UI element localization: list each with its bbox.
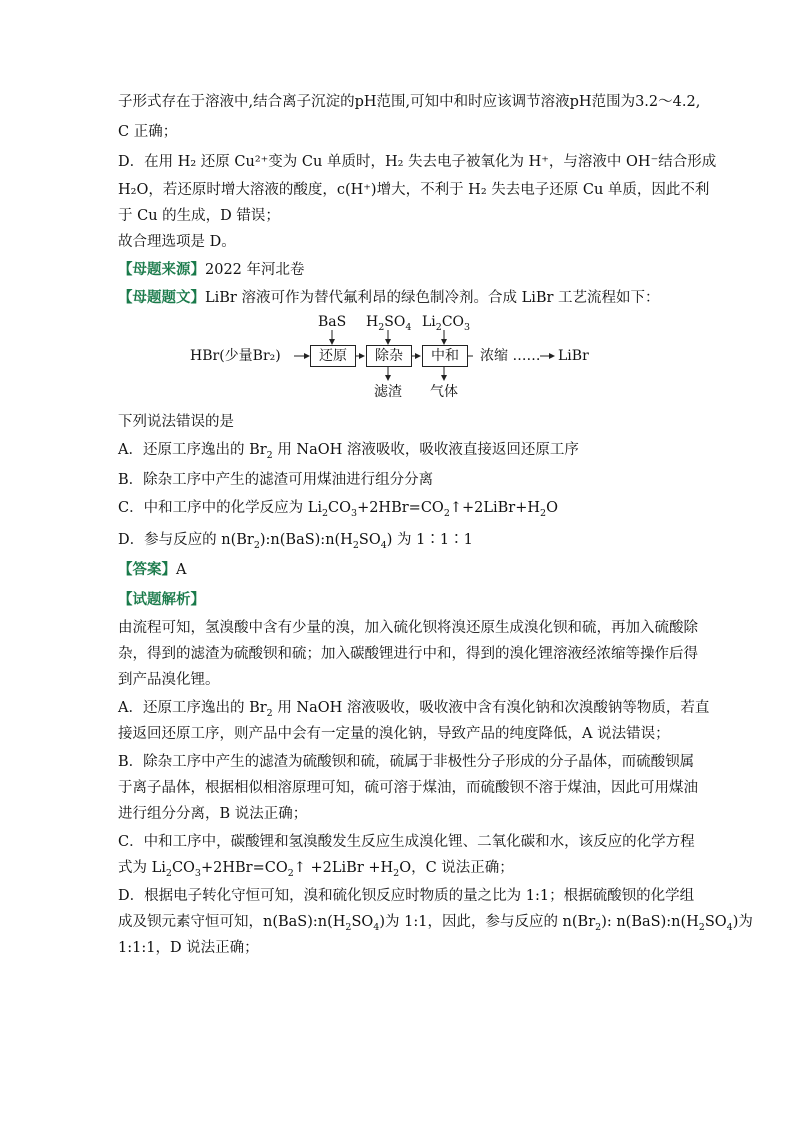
source-tag: 【母题来源】 <box>118 261 205 278</box>
flow-input: HBr(少量Br₂) <box>190 348 281 364</box>
analysis-line: A．还原工序逸出的 $Br_2$ 用 NaOH 溶液吸收，吸收液中含有溴化钠和次溴酸钠等物质，若直 <box>118 700 710 719</box>
option-c: C．中和工序中的化学反应为 $Li_2CO_3+2HBr=CO_2↑+2LiBr+H_2O$ <box>118 500 558 519</box>
option-b: B．除杂工序中产生的滤渣可用煤油进行组分分离 <box>118 472 434 488</box>
analysis-line: D．根据电子转化守恒可知，溴和硫化钡反应时物质的量之比为 1:1；根据硫酸钡的化学组 <box>118 888 695 904</box>
answer-tag: 【答案】 <box>118 561 176 578</box>
analysis-line: 式为 $Li_2CO_3+2HBr=CO_2↑$ +2LiBr $+H_2O$，C 说法正确； <box>118 860 514 879</box>
answer-value: A <box>176 562 187 578</box>
flow-step-concentrate: 浓缩 …… <box>480 348 541 364</box>
question-tag: 【母题题文】 <box>118 289 205 306</box>
text-line: 故合理选项是 D。 <box>118 234 236 250</box>
analysis-line: 于离子晶体，根据相似相溶原理可知，硫可溶于煤油，而硫酸钡不溶于煤油，因此可用煤油 <box>118 780 698 796</box>
analysis-line: 接返回还原工序，则产品中会有一定量的溴化钠，导致产品的纯度降低，A 说法错误； <box>118 726 670 742</box>
question-prompt: 下列说法错误的是 <box>118 414 234 430</box>
answer-line <box>118 560 186 580</box>
analysis-line: 1:1:1，D 说法正确； <box>118 940 259 956</box>
output-gas: 气体 <box>430 384 458 400</box>
text-line: 于 Cu 的生成，D 错误； <box>118 208 280 224</box>
option-d: D．参与反应的 $n(Br_2):n(BaS):n(H_2SO_4)$ 为 1∶1∶1 <box>118 532 473 551</box>
text-line: C 正确； <box>118 124 178 140</box>
reagent-li2co3: $Li_2CO_3$ <box>422 314 471 333</box>
source-text: 2022 年河北卷 <box>205 262 305 278</box>
analysis-line: 成及钡元素守恒可知，$n(BaS):n(H_2SO_4)$为 1:1，因此，参与反应的 $n(Br_2)$: $n(BaS):n(H_2SO_4)$为 <box>118 914 753 933</box>
reagent-h2so4: $H_2SO_4$ <box>366 314 412 333</box>
source-line <box>118 260 305 280</box>
flow-step-neutralization: 中和 <box>422 345 468 367</box>
analysis-line: B．除杂工序中产生的滤渣为硫酸钡和硫，硫属于非极性分子形成的分子晶体，而硫酸钡属 <box>118 754 695 770</box>
option-a: A．还原工序逸出的 $Br_2$ 用 NaOH 溶液吸收，吸收液直接返回还原工序 <box>118 442 579 461</box>
process-flow-diagram <box>190 312 610 404</box>
question-stem <box>118 288 660 308</box>
flow-step-purification: 除杂 <box>366 345 412 367</box>
text-line: D．在用 H₂ 还原 Cu²⁺变为 Cu 单质时，H₂ 失去电子被氧化为 H⁺，与溶液中 OH⁻结合形成 <box>118 154 717 170</box>
output-residue: 滤渣 <box>374 384 402 400</box>
text-line: 子形式存在于溶液中,结合离子沉淀的pH范围,可知中和时应该调节溶液pH范围为3.2～4.2, <box>118 94 701 110</box>
analysis-line: 由流程可知，氢溴酸中含有少量的溴，加入硫化钡将溴还原生成溴化钡和硫，再加入硫酸除 <box>118 620 698 636</box>
flow-step-reduction: 还原 <box>310 345 356 367</box>
flow-product: LiBr <box>558 348 589 364</box>
analysis-line: 进行组分分离，B 说法正确； <box>118 806 308 822</box>
text-line: H₂O，若还原时增大溶液的酸度，c(H⁺)增大，不利于 H₂ 失去电子还原 Cu 单质，因此不利 <box>118 182 710 198</box>
question-text: LiBr 溶液可作为替代氟利昂的绿色制冷剂。合成 LiBr 工艺流程如下： <box>205 290 660 306</box>
analysis-line: C．中和工序中，碳酸锂和氢溴酸发生反应生成溴化锂、二氧化碳和水，该反应的化学方程 <box>118 834 695 850</box>
analysis-line: 杂，得到的滤渣为硫酸钡和硫；加入碳酸锂进行中和，得到的溴化锂溶液经浓缩等操作后得 <box>118 646 698 662</box>
reagent-bas: BaS <box>318 314 347 330</box>
analysis-tag: 【试题解析】 <box>118 591 205 608</box>
analysis-line: 到产品溴化锂。 <box>118 672 220 688</box>
